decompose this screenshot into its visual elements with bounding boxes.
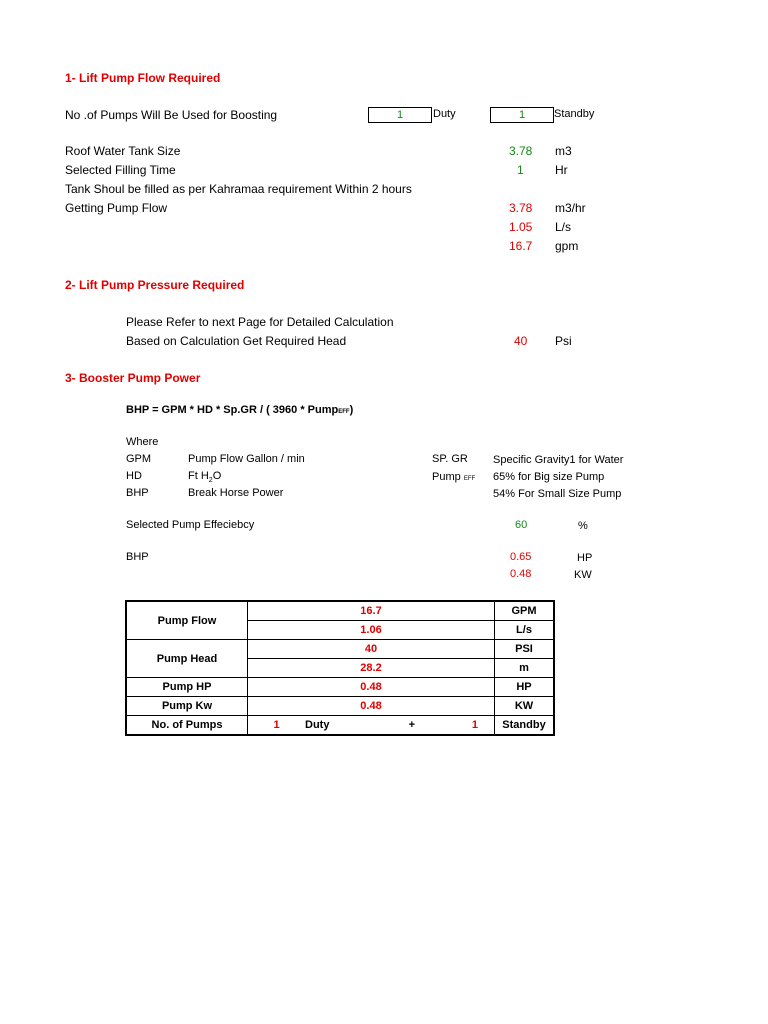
filling-time-label: Selected Filling Time <box>65 163 176 177</box>
standby-label: Standby <box>554 108 595 120</box>
summary-flow-gpm: 16.7 <box>248 601 495 621</box>
summary-pumps-label: No. of Pumps <box>126 716 248 736</box>
bhp-kw-unit: KW <box>574 569 592 581</box>
def-desc-hd: Ft $H_2O$ <box>188 470 222 485</box>
summary-kw-unit: KW <box>495 697 555 716</box>
summary-duty-value: 1 <box>273 719 280 731</box>
pump-flow-gpm-unit: gpm <box>555 239 579 253</box>
where-label: Where <box>126 436 159 448</box>
refer-text: Please Refer to next Page for Detailed Calculation <box>126 315 394 329</box>
pump-flow-ls-unit: L/s <box>555 220 572 234</box>
summary-standby-label: Standby <box>495 716 555 736</box>
pumps-count-label: No .of Pumps Will Be Used for Boosting <box>65 108 278 122</box>
spgr-desc: Specific Gravity1 for Water <box>493 454 624 466</box>
summary-pump-flow-label: Pump Flow <box>126 601 248 640</box>
pump-eff-label: Pump EFF <box>432 471 476 483</box>
kahramaa-note: Tank Shoul be filled as per Kahramaa requirement Within 2 hours <box>65 182 412 196</box>
summary-head-m-unit: m <box>495 659 555 678</box>
section1-heading: 1- Lift Pump Flow Required <box>65 71 221 85</box>
pump-efficiency-value[interactable]: 60 <box>515 519 528 531</box>
pump-flow-m3hr-unit: m3/hr <box>555 201 586 215</box>
summary-pump-kw-label: Pump Kw <box>126 697 248 716</box>
required-head-label: Based on Calculation Get Required Head <box>126 334 347 348</box>
section3-heading: 3- Booster Pump Power <box>65 371 201 385</box>
summary-flow-ls: 1.06 <box>248 621 495 640</box>
pump-flow-m3hr: 3.78 <box>509 201 533 215</box>
summary-table <box>125 600 555 736</box>
def-sym-hd: HD <box>126 470 142 482</box>
bhp-kw-value: 0.48 <box>510 568 532 580</box>
required-head-value: 40 <box>514 334 528 348</box>
standby-count-input[interactable]: 1 <box>490 107 554 123</box>
summary-head-m: 28.2 <box>248 659 495 678</box>
summary-hp-unit: HP <box>495 678 555 697</box>
def-desc-bhp: Break Horse Power <box>188 487 284 499</box>
summary-standby-value: 1 <box>471 719 478 731</box>
filling-time-value[interactable]: 1 <box>517 163 524 177</box>
required-head-unit: Psi <box>555 334 572 348</box>
eff-small-pump: 54% For Small Size Pump <box>493 488 622 500</box>
section2-heading: 2- Lift Pump Pressure Required <box>65 278 245 292</box>
summary-flow-ls-unit: L/s <box>495 621 555 640</box>
summary-pump-hp-label: Pump HP <box>126 678 248 697</box>
pump-efficiency-label: Selected Pump Effeciebcy <box>126 519 255 531</box>
spgr-label: SP. GR <box>432 453 468 465</box>
pump-flow-gpm: 16.7 <box>509 239 533 253</box>
summary-hp-value: 0.48 <box>248 678 495 697</box>
bhp-formula: BHP = GPM * HD * Sp.GR / ( 3960 * PumpEFF) <box>126 404 354 416</box>
bhp-hp-value: 0.65 <box>510 551 532 563</box>
tank-size-unit: m3 <box>555 144 572 158</box>
def-desc-gpm: Pump Flow Gallon / min <box>188 453 305 465</box>
tank-size-label: Roof Water Tank Size <box>65 144 181 158</box>
summary-kw-value: 0.48 <box>248 697 495 716</box>
summary-plus: + <box>408 719 415 731</box>
bhp-label: BHP <box>126 551 149 563</box>
pump-flow-ls: 1.05 <box>509 220 533 234</box>
summary-flow-gpm-unit: GPM <box>495 601 555 621</box>
filling-time-unit: Hr <box>555 163 568 177</box>
def-sym-gpm: GPM <box>126 453 152 465</box>
eff-big-pump: 65% for Big size Pump <box>493 471 605 483</box>
duty-count-input[interactable]: 1 <box>368 107 432 123</box>
duty-label: Duty <box>433 108 456 120</box>
summary-pumps-cell <box>248 716 495 736</box>
def-sym-bhp: BHP <box>126 487 149 499</box>
summary-duty-label: Duty <box>305 719 330 731</box>
pump-efficiency-unit: % <box>578 520 588 532</box>
pump-flow-label: Getting Pump Flow <box>65 201 168 215</box>
tank-size-value[interactable]: 3.78 <box>509 144 533 158</box>
bhp-hp-unit: HP <box>577 552 593 564</box>
summary-head-psi-unit: PSI <box>495 640 555 659</box>
summary-pump-head-label: Pump Head <box>126 640 248 678</box>
summary-head-psi: 40 <box>248 640 495 659</box>
